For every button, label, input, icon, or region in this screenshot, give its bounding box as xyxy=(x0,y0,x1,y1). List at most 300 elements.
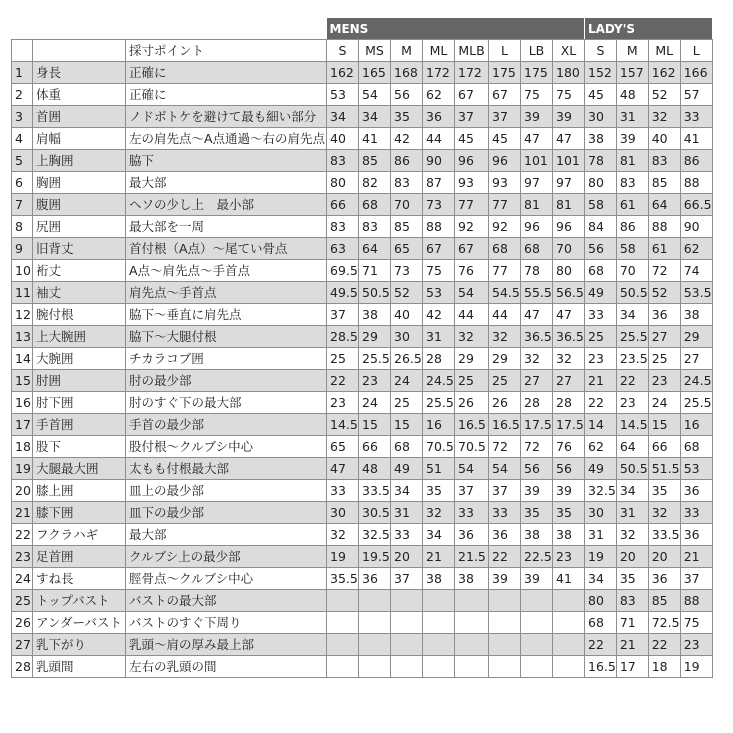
mens-value-cell: 31 xyxy=(391,502,423,524)
measurement-point-cell: ヘソの少し上 最小部 xyxy=(126,194,327,216)
mens-value-cell: 32 xyxy=(553,348,585,370)
mens-value-cell: 63 xyxy=(327,238,359,260)
mens-value-cell: 67 xyxy=(455,84,489,106)
mens-value-cell: 97 xyxy=(553,172,585,194)
mens-value-cell: 73 xyxy=(391,260,423,282)
ladys-group-label: LADY'S xyxy=(585,18,713,40)
ladys-value-cell: 61 xyxy=(616,194,648,216)
row-number-cell: 14 xyxy=(12,348,33,370)
mens-value-cell: 81 xyxy=(521,194,553,216)
mens-value-cell: 175 xyxy=(521,62,553,84)
mens-value-cell: 75 xyxy=(423,260,455,282)
ladys-value-cell: 36 xyxy=(648,568,680,590)
ladys-value-cell: 64 xyxy=(616,436,648,458)
mens-value-cell: 41 xyxy=(359,128,391,150)
row-number-cell: 12 xyxy=(12,304,33,326)
ladys-value-cell: 85 xyxy=(648,172,680,194)
mens-value-cell xyxy=(521,612,553,634)
measurement-name-cell: すね長 xyxy=(33,568,126,590)
mens-value-cell: 96 xyxy=(521,216,553,238)
measurement-name-cell: フクラハギ xyxy=(33,524,126,546)
number-header xyxy=(12,40,33,62)
table-row xyxy=(12,216,713,238)
mens-value-cell xyxy=(423,656,455,678)
ladys-value-cell: 19 xyxy=(680,656,712,678)
mens-value-cell: 54 xyxy=(359,84,391,106)
measurement-point-cell: 脛骨点～クルブシ中心 xyxy=(126,568,327,590)
row-number-cell: 26 xyxy=(12,612,33,634)
table-row xyxy=(12,172,713,194)
measurement-point-cell: 太もも付根最大部 xyxy=(126,458,327,480)
mens-value-cell: 33 xyxy=(489,502,521,524)
mens-value-cell: 85 xyxy=(391,216,423,238)
ladys-value-cell: 15 xyxy=(648,414,680,436)
ladys-value-cell: 86 xyxy=(616,216,648,238)
ladys-value-cell: 68 xyxy=(585,612,617,634)
row-number-cell: 11 xyxy=(12,282,33,304)
ladys-value-cell: 17 xyxy=(616,656,648,678)
item-header xyxy=(33,40,126,62)
mens-value-cell: 54 xyxy=(455,458,489,480)
measurement-name-cell: 腹囲 xyxy=(33,194,126,216)
measurement-name-cell: 膝下囲 xyxy=(33,502,126,524)
ladys-value-cell: 86 xyxy=(680,150,712,172)
measurement-name-cell: 肩幅 xyxy=(33,128,126,150)
mens-value-cell: 36 xyxy=(455,524,489,546)
ladys-value-cell: 72.5 xyxy=(648,612,680,634)
mens-value-cell: 40 xyxy=(391,304,423,326)
row-number-cell: 22 xyxy=(12,524,33,546)
mens-value-cell: 175 xyxy=(489,62,521,84)
measurement-point-cell: 最大部 xyxy=(126,524,327,546)
mens-value-cell: 33.5 xyxy=(359,480,391,502)
ladys-value-cell: 70 xyxy=(616,260,648,282)
mens-value-cell: 56.5 xyxy=(553,282,585,304)
ladys-value-cell: 36 xyxy=(680,524,712,546)
measurement-point-cell: 肘の最少部 xyxy=(126,370,327,392)
measurement-name-cell: アンダーバスト xyxy=(33,612,126,634)
point-header: 採寸ポイント xyxy=(126,40,327,62)
mens-value-cell: 64 xyxy=(359,238,391,260)
mens-value-cell: 37 xyxy=(489,480,521,502)
mens-value-cell: 76 xyxy=(553,436,585,458)
mens-value-cell: 23 xyxy=(553,546,585,568)
mens-value-cell xyxy=(359,590,391,612)
ladys-value-cell: 61 xyxy=(648,238,680,260)
table-row xyxy=(12,194,713,216)
mens-value-cell: 56 xyxy=(391,84,423,106)
measurement-point-cell: バストの最大部 xyxy=(126,590,327,612)
mens-value-cell: 31 xyxy=(423,326,455,348)
ladys-value-cell: 66.5 xyxy=(680,194,712,216)
mens-value-cell: 70 xyxy=(391,194,423,216)
ladys-value-cell: 24 xyxy=(648,392,680,414)
table-row xyxy=(12,348,713,370)
mens-value-cell: 48 xyxy=(359,458,391,480)
mens-value-cell: 30 xyxy=(327,502,359,524)
ladys-value-cell: 20 xyxy=(616,546,648,568)
ladys-value-cell: 21 xyxy=(585,370,617,392)
ladys-size-header: ML xyxy=(648,40,680,62)
ladys-size-header: M xyxy=(616,40,648,62)
ladys-value-cell: 83 xyxy=(616,590,648,612)
ladys-value-cell: 34 xyxy=(585,568,617,590)
mens-size-header: M xyxy=(391,40,423,62)
row-number-cell: 17 xyxy=(12,414,33,436)
row-number-cell: 6 xyxy=(12,172,33,194)
mens-value-cell: 39 xyxy=(553,106,585,128)
mens-value-cell: 34 xyxy=(423,524,455,546)
measurement-point-cell: 股付根～クルブシ中心 xyxy=(126,436,327,458)
ladys-value-cell: 21 xyxy=(616,634,648,656)
ladys-value-cell: 83 xyxy=(648,150,680,172)
row-number-cell: 23 xyxy=(12,546,33,568)
mens-value-cell xyxy=(327,634,359,656)
mens-value-cell: 17.5 xyxy=(521,414,553,436)
ladys-value-cell: 22 xyxy=(616,370,648,392)
mens-value-cell: 27 xyxy=(553,370,585,392)
ladys-value-cell: 39 xyxy=(616,128,648,150)
mens-value-cell xyxy=(489,656,521,678)
mens-value-cell: 14.5 xyxy=(327,414,359,436)
ladys-value-cell: 50.5 xyxy=(616,282,648,304)
mens-value-cell: 86 xyxy=(391,150,423,172)
mens-value-cell: 75 xyxy=(553,84,585,106)
row-number-cell: 16 xyxy=(12,392,33,414)
mens-value-cell xyxy=(521,656,553,678)
mens-value-cell xyxy=(391,656,423,678)
mens-value-cell: 67 xyxy=(489,84,521,106)
measurement-name-cell: 足首囲 xyxy=(33,546,126,568)
mens-value-cell: 44 xyxy=(489,304,521,326)
mens-value-cell: 101 xyxy=(521,150,553,172)
measurement-point-cell: 皿上の最少部 xyxy=(126,480,327,502)
mens-value-cell: 39 xyxy=(553,480,585,502)
mens-value-cell: 20 xyxy=(391,546,423,568)
mens-value-cell: 88 xyxy=(423,216,455,238)
row-number-cell: 21 xyxy=(12,502,33,524)
mens-value-cell: 71 xyxy=(359,260,391,282)
ladys-value-cell: 21 xyxy=(680,546,712,568)
ladys-value-cell: 22 xyxy=(585,634,617,656)
measurement-point-cell: 最大部 xyxy=(126,172,327,194)
measurement-name-cell: 膝上囲 xyxy=(33,480,126,502)
mens-value-cell: 54 xyxy=(489,458,521,480)
mens-value-cell xyxy=(521,590,553,612)
mens-value-cell: 16.5 xyxy=(455,414,489,436)
ladys-value-cell: 41 xyxy=(680,128,712,150)
ladys-value-cell: 16 xyxy=(680,414,712,436)
mens-size-header: L xyxy=(489,40,521,62)
mens-value-cell xyxy=(423,612,455,634)
ladys-value-cell: 51.5 xyxy=(648,458,680,480)
mens-value-cell: 180 xyxy=(553,62,585,84)
mens-value-cell: 25 xyxy=(391,392,423,414)
mens-value-cell: 93 xyxy=(489,172,521,194)
measurement-name-cell: 腕付根 xyxy=(33,304,126,326)
ladys-value-cell: 56 xyxy=(585,238,617,260)
ladys-value-cell: 88 xyxy=(648,216,680,238)
ladys-value-cell: 48 xyxy=(616,84,648,106)
mens-value-cell: 34 xyxy=(359,106,391,128)
table-row xyxy=(12,326,713,348)
ladys-value-cell: 53 xyxy=(680,458,712,480)
table-row xyxy=(12,150,713,172)
ladys-value-cell: 14 xyxy=(585,414,617,436)
ladys-value-cell: 23 xyxy=(648,370,680,392)
mens-value-cell: 39 xyxy=(489,568,521,590)
mens-value-cell: 97 xyxy=(521,172,553,194)
mens-value-cell: 26 xyxy=(489,392,521,414)
mens-value-cell: 36.5 xyxy=(553,326,585,348)
group-header-row xyxy=(12,18,713,40)
ladys-value-cell: 34 xyxy=(616,480,648,502)
measurement-name-cell: 上胸囲 xyxy=(33,150,126,172)
mens-value-cell: 39 xyxy=(521,106,553,128)
column-header-row xyxy=(12,40,713,62)
measurement-name-cell: 肘下囲 xyxy=(33,392,126,414)
mens-value-cell: 26.5 xyxy=(391,348,423,370)
ladys-value-cell: 50.5 xyxy=(616,458,648,480)
ladys-value-cell: 29 xyxy=(680,326,712,348)
mens-value-cell: 32 xyxy=(423,502,455,524)
table-row xyxy=(12,128,713,150)
ladys-value-cell: 27 xyxy=(680,348,712,370)
mens-value-cell: 15 xyxy=(359,414,391,436)
mens-value-cell: 68 xyxy=(391,436,423,458)
ladys-value-cell: 81 xyxy=(616,150,648,172)
ladys-value-cell: 85 xyxy=(648,590,680,612)
row-number-cell: 13 xyxy=(12,326,33,348)
mens-value-cell: 70.5 xyxy=(423,436,455,458)
table-row xyxy=(12,238,713,260)
mens-value-cell: 42 xyxy=(391,128,423,150)
mens-value-cell: 83 xyxy=(327,216,359,238)
mens-value-cell: 16.5 xyxy=(489,414,521,436)
ladys-value-cell: 152 xyxy=(585,62,617,84)
measurement-name-cell: 大腿最大囲 xyxy=(33,458,126,480)
ladys-value-cell: 23 xyxy=(616,392,648,414)
mens-size-header: XL xyxy=(553,40,585,62)
mens-value-cell xyxy=(553,590,585,612)
mens-value-cell: 33 xyxy=(327,480,359,502)
mens-value-cell: 29 xyxy=(455,348,489,370)
mens-value-cell: 35.5 xyxy=(327,568,359,590)
measurement-name-cell: 身長 xyxy=(33,62,126,84)
ladys-value-cell: 32 xyxy=(648,502,680,524)
mens-value-cell: 172 xyxy=(423,62,455,84)
table-row xyxy=(12,546,713,568)
mens-value-cell: 19.5 xyxy=(359,546,391,568)
mens-value-cell: 54.5 xyxy=(489,282,521,304)
mens-value-cell: 36 xyxy=(359,568,391,590)
mens-value-cell: 87 xyxy=(423,172,455,194)
mens-value-cell: 32 xyxy=(327,524,359,546)
measurement-name-cell: 上大腕囲 xyxy=(33,326,126,348)
measurement-point-cell: 最大部を一周 xyxy=(126,216,327,238)
mens-value-cell: 30 xyxy=(391,326,423,348)
ladys-value-cell: 27 xyxy=(648,326,680,348)
table-row xyxy=(12,480,713,502)
measurement-name-cell: 胸囲 xyxy=(33,172,126,194)
mens-value-cell: 34 xyxy=(391,480,423,502)
ladys-value-cell: 80 xyxy=(585,172,617,194)
row-number-cell: 19 xyxy=(12,458,33,480)
mens-value-cell: 65 xyxy=(327,436,359,458)
mens-value-cell: 24.5 xyxy=(423,370,455,392)
ladys-value-cell: 22 xyxy=(648,634,680,656)
mens-value-cell: 39 xyxy=(521,568,553,590)
mens-value-cell: 53 xyxy=(423,282,455,304)
ladys-value-cell: 33 xyxy=(585,304,617,326)
mens-value-cell xyxy=(455,634,489,656)
measurement-point-cell: クルブシ上の最少部 xyxy=(126,546,327,568)
mens-value-cell: 90 xyxy=(423,150,455,172)
mens-value-cell: 62 xyxy=(423,84,455,106)
mens-value-cell: 37 xyxy=(489,106,521,128)
measurement-name-cell: 尻囲 xyxy=(33,216,126,238)
mens-value-cell: 44 xyxy=(423,128,455,150)
mens-value-cell: 92 xyxy=(489,216,521,238)
measurement-point-cell: 乳頭～肩の厚み最上部 xyxy=(126,634,327,656)
ladys-value-cell: 38 xyxy=(585,128,617,150)
ladys-value-cell: 52 xyxy=(648,282,680,304)
mens-value-cell: 49 xyxy=(391,458,423,480)
ladys-value-cell: 53.5 xyxy=(680,282,712,304)
mens-size-header: MLB xyxy=(455,40,489,62)
ladys-value-cell: 30 xyxy=(585,502,617,524)
row-number-cell: 18 xyxy=(12,436,33,458)
mens-value-cell: 25.5 xyxy=(359,348,391,370)
mens-value-cell: 83 xyxy=(391,172,423,194)
mens-value-cell: 26 xyxy=(455,392,489,414)
mens-value-cell: 35 xyxy=(391,106,423,128)
measurement-name-cell: 袖丈 xyxy=(33,282,126,304)
ladys-value-cell: 68 xyxy=(680,436,712,458)
mens-value-cell xyxy=(359,612,391,634)
measurement-point-cell: 左の肩先点～A点通過～右の肩先点 xyxy=(126,128,327,150)
table-row xyxy=(12,370,713,392)
mens-value-cell: 33 xyxy=(455,502,489,524)
mens-value-cell: 92 xyxy=(455,216,489,238)
mens-value-cell: 80 xyxy=(553,260,585,282)
table-row xyxy=(12,106,713,128)
mens-value-cell xyxy=(359,656,391,678)
mens-value-cell: 22 xyxy=(327,370,359,392)
measurement-point-cell: バストのすぐ下周り xyxy=(126,612,327,634)
row-number-cell: 5 xyxy=(12,150,33,172)
mens-value-cell: 37 xyxy=(455,480,489,502)
ladys-value-cell: 36 xyxy=(680,480,712,502)
table-row xyxy=(12,502,713,524)
measurement-point-cell: 脇下～垂直に肩先点 xyxy=(126,304,327,326)
mens-value-cell: 80 xyxy=(327,172,359,194)
mens-value-cell xyxy=(391,634,423,656)
measurement-name-cell: 旧背丈 xyxy=(33,238,126,260)
mens-value-cell: 39 xyxy=(521,480,553,502)
mens-value-cell: 28 xyxy=(553,392,585,414)
row-number-cell: 15 xyxy=(12,370,33,392)
row-number-cell: 2 xyxy=(12,84,33,106)
measurement-point-cell: 首付根（A点）～尾てい骨点 xyxy=(126,238,327,260)
mens-value-cell: 67 xyxy=(455,238,489,260)
mens-value-cell: 38 xyxy=(359,304,391,326)
mens-value-cell: 53 xyxy=(327,84,359,106)
mens-value-cell: 165 xyxy=(359,62,391,84)
mens-value-cell: 47 xyxy=(327,458,359,480)
mens-value-cell: 28.5 xyxy=(327,326,359,348)
ladys-value-cell: 62 xyxy=(585,436,617,458)
ladys-value-cell: 31 xyxy=(616,502,648,524)
ladys-value-cell: 78 xyxy=(585,150,617,172)
mens-value-cell: 52 xyxy=(391,282,423,304)
mens-value-cell: 33 xyxy=(391,524,423,546)
ladys-value-cell: 33.5 xyxy=(648,524,680,546)
ladys-value-cell: 75 xyxy=(680,612,712,634)
ladys-value-cell: 32 xyxy=(648,106,680,128)
ladys-value-cell: 45 xyxy=(585,84,617,106)
ladys-value-cell: 24.5 xyxy=(680,370,712,392)
ladys-value-cell: 31 xyxy=(616,106,648,128)
mens-value-cell xyxy=(391,590,423,612)
mens-value-cell: 83 xyxy=(359,216,391,238)
ladys-value-cell: 16.5 xyxy=(585,656,617,678)
mens-value-cell: 172 xyxy=(455,62,489,84)
mens-value-cell: 44 xyxy=(455,304,489,326)
measurement-point-cell: 脇下～大腿付根 xyxy=(126,326,327,348)
mens-value-cell: 15 xyxy=(391,414,423,436)
row-number-cell: 3 xyxy=(12,106,33,128)
measurement-name-cell: 手首囲 xyxy=(33,414,126,436)
table-row xyxy=(12,282,713,304)
mens-value-cell: 19 xyxy=(327,546,359,568)
ladys-value-cell: 40 xyxy=(648,128,680,150)
ladys-value-cell: 25 xyxy=(585,326,617,348)
mens-value-cell: 70 xyxy=(553,238,585,260)
mens-value-cell: 16 xyxy=(423,414,455,436)
mens-size-header: S xyxy=(327,40,359,62)
mens-value-cell: 68 xyxy=(489,238,521,260)
row-number-cell: 7 xyxy=(12,194,33,216)
mens-value-cell: 29 xyxy=(489,348,521,370)
mens-value-cell: 30.5 xyxy=(359,502,391,524)
mens-value-cell: 38 xyxy=(423,568,455,590)
mens-value-cell: 78 xyxy=(521,260,553,282)
mens-value-cell: 28 xyxy=(423,348,455,370)
mens-value-cell: 85 xyxy=(359,150,391,172)
mens-value-cell: 70.5 xyxy=(455,436,489,458)
ladys-value-cell: 36 xyxy=(648,304,680,326)
mens-value-cell xyxy=(423,590,455,612)
size-chart-body xyxy=(12,62,713,678)
mens-size-header: MS xyxy=(359,40,391,62)
measurement-name-cell: 乳下がり xyxy=(33,634,126,656)
mens-value-cell: 67 xyxy=(423,238,455,260)
mens-value-cell: 162 xyxy=(327,62,359,84)
table-row xyxy=(12,612,713,634)
measurement-point-cell: 左右の乳頭の間 xyxy=(126,656,327,678)
mens-value-cell: 93 xyxy=(455,172,489,194)
mens-value-cell: 47 xyxy=(521,304,553,326)
group-spacer xyxy=(12,18,327,40)
row-number-cell: 8 xyxy=(12,216,33,238)
mens-value-cell: 101 xyxy=(553,150,585,172)
mens-value-cell: 73 xyxy=(423,194,455,216)
mens-value-cell xyxy=(489,612,521,634)
mens-value-cell xyxy=(521,634,553,656)
ladys-value-cell: 74 xyxy=(680,260,712,282)
mens-value-cell: 37 xyxy=(391,568,423,590)
